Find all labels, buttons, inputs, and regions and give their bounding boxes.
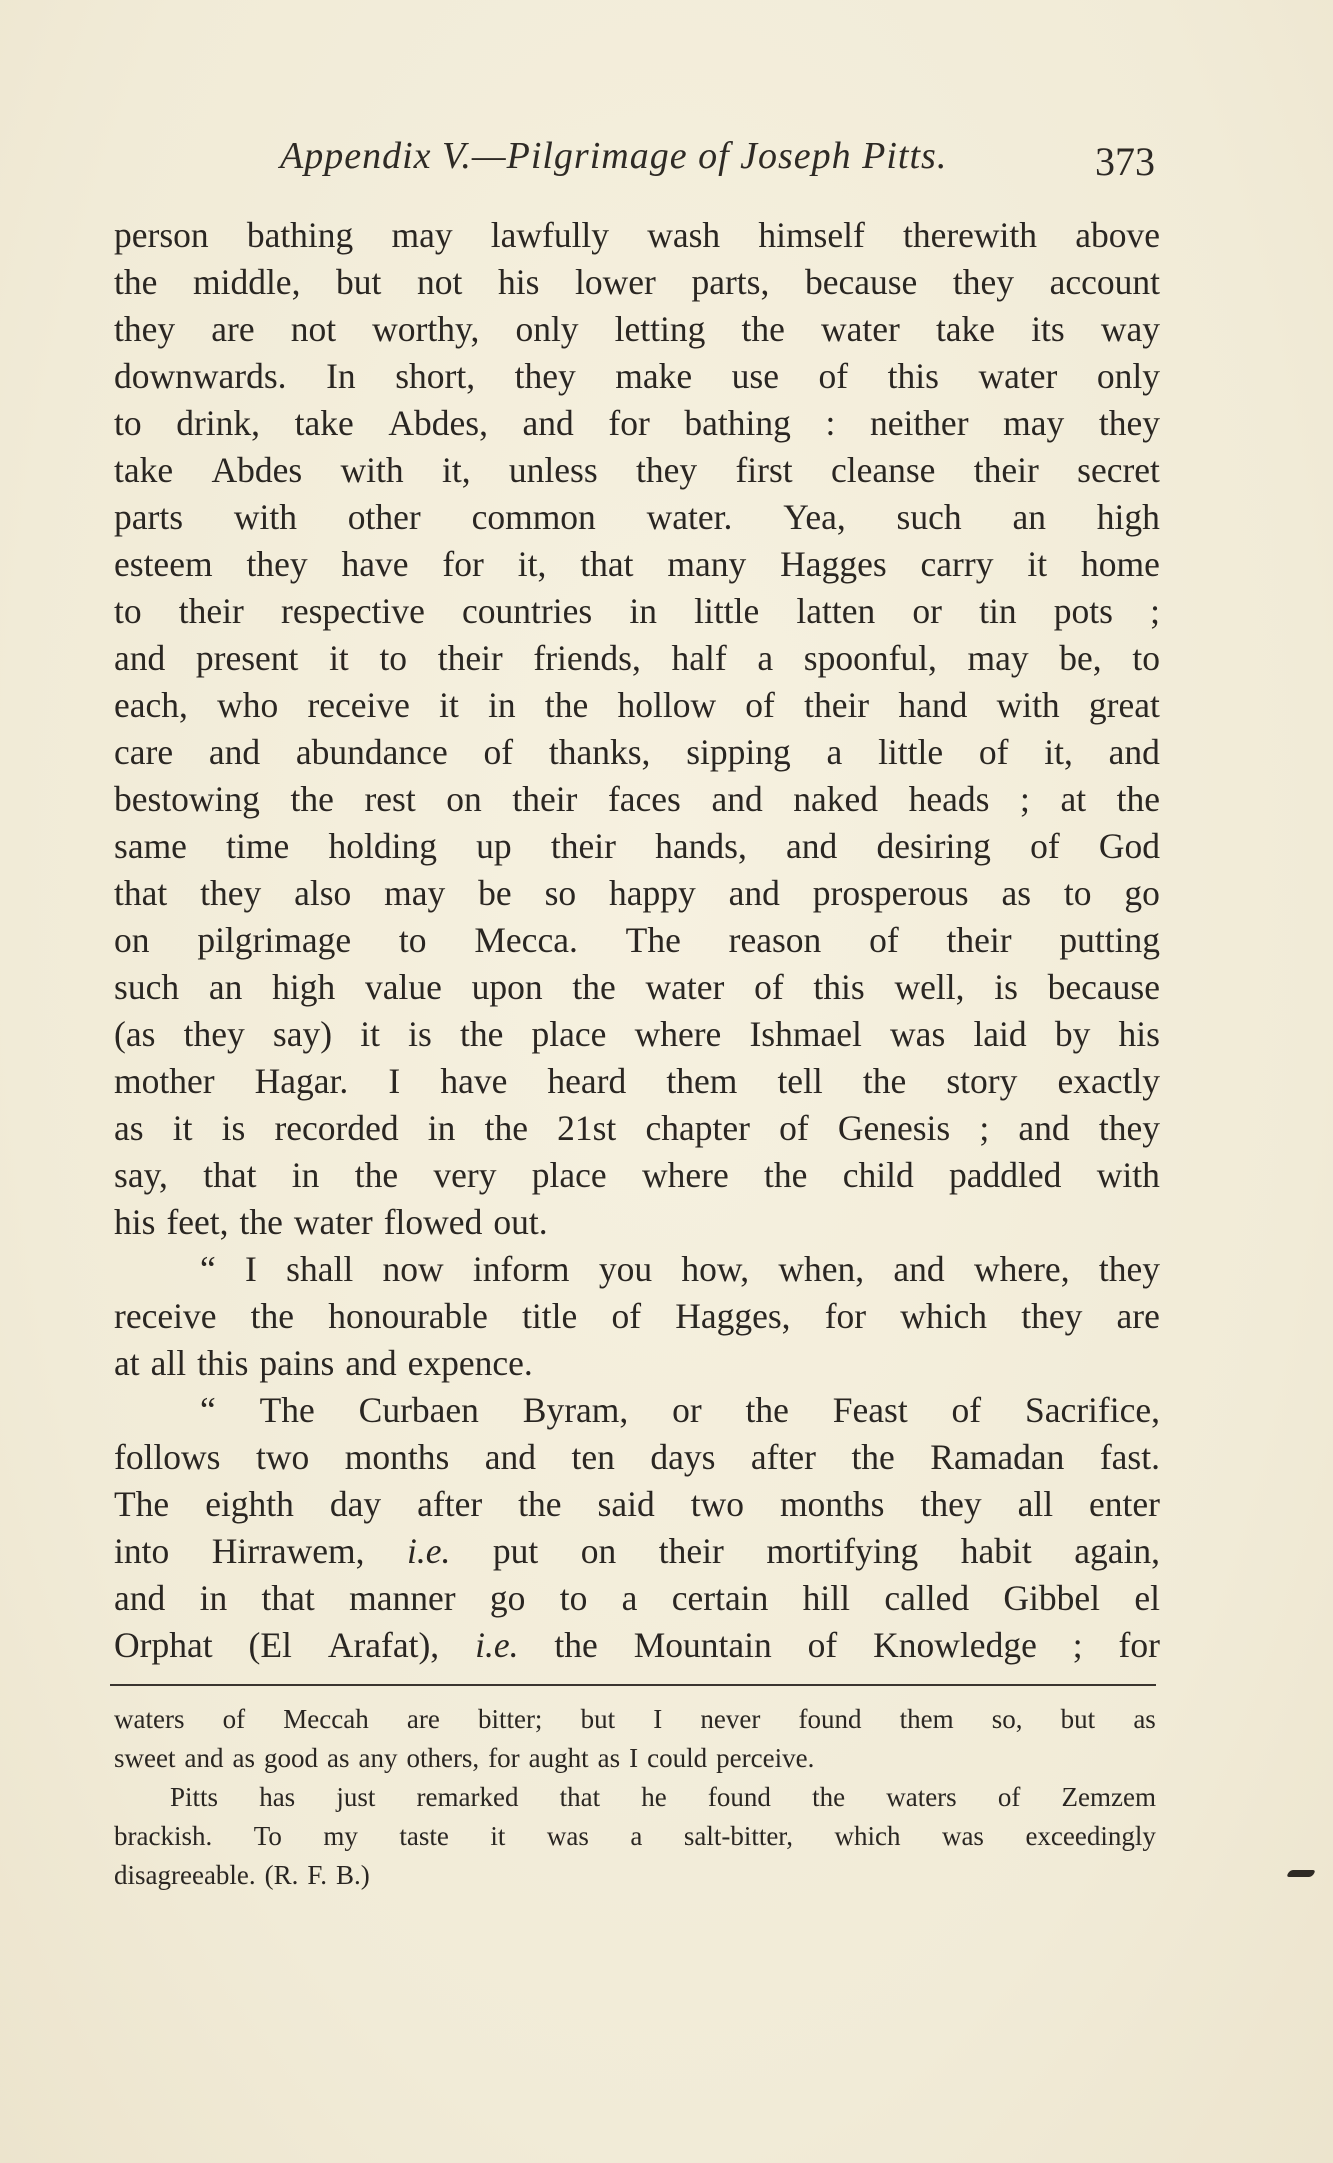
text-line: they are not worthy, only letting the water take its way	[114, 309, 1160, 349]
footnote-line: disagreeable. (R. F. B.)	[114, 1860, 370, 1890]
text-line: “ I shall now inform you how, when, and where, they	[200, 1249, 1160, 1289]
text-line: take Abdes with it, unless they first cleanse their secret	[114, 450, 1160, 490]
text-line: to drink, take Abdes, and for bathing : neither may they	[114, 403, 1160, 443]
footnote-line: Pitts has just remarked that he found the waters of Zemzem	[170, 1782, 1156, 1812]
text-line: into Hirrawem, i.e. put on their mortifying habit again,	[114, 1531, 1160, 1571]
text-line: (as they say) it is the place where Ishmael was laid by his	[114, 1014, 1160, 1054]
footnote-divider	[110, 1684, 1156, 1686]
text-line: care and abundance of thanks, sipping a little of it, and	[114, 732, 1160, 772]
text-line: receive the honourable title of Hagges, for which they are	[114, 1296, 1160, 1336]
text-line: say, that in the very place where the child paddled with	[114, 1155, 1160, 1195]
text-line: “ The Curbaen Byram, or the Feast of Sacrifice,	[200, 1390, 1160, 1430]
text-line: Orphat (El Arafat), i.e. the Mountain of Knowledge ; for	[114, 1625, 1160, 1665]
footnote-line: brackish. To my taste it was a salt-bitter, which was exceedingly	[114, 1821, 1156, 1851]
text-line: The eighth day after the said two months they all enter	[114, 1484, 1160, 1524]
text-line: esteem they have for it, that many Hagges carry it home	[114, 544, 1160, 584]
page-header	[0, 128, 1333, 188]
text-line: bestowing the rest on their faces and naked heads ; at the	[114, 779, 1160, 819]
text-line: follows two months and ten days after the Ramadan fast.	[114, 1437, 1160, 1477]
page-number: 373	[1095, 139, 1155, 184]
footnote-line: sweet and as good as any others, for aught as I could perceive.	[114, 1743, 815, 1773]
text-line: each, who receive it in the hollow of their hand with great	[114, 685, 1160, 725]
text-line: at all this pains and expence.	[114, 1343, 533, 1383]
text-line: that they also may be so happy and prosperous as to go	[114, 873, 1160, 913]
text-line: as it is recorded in the 21st chapter of Genesis ; and they	[114, 1108, 1160, 1148]
footnote-line: waters of Meccah are bitter; but I never found them so, but as	[114, 1704, 1156, 1734]
ink-mark	[1286, 1870, 1316, 1877]
body-text	[114, 212, 1160, 1669]
text-line: mother Hagar. I have heard them tell the story exactly	[114, 1061, 1160, 1101]
text-line: his feet, the water flowed out.	[114, 1202, 548, 1242]
text-line: such an high value upon the water of this well, is because	[114, 967, 1160, 1007]
footnotes	[114, 1700, 1156, 1895]
text-line: downwards. In short, they make use of this water only	[114, 356, 1160, 396]
text-line: the middle, but not his lower parts, because they account	[114, 262, 1160, 302]
text-line: person bathing may lawfully wash himself therewith above	[114, 215, 1160, 255]
text-line: to their respective countries in little latten or tin pots ;	[114, 591, 1160, 631]
text-line: parts with other common water. Yea, such an high	[114, 497, 1160, 537]
running-head: Appendix V.—Pilgrimage of Joseph Pitts.	[280, 135, 948, 177]
text-line: on pilgrimage to Mecca. The reason of their putting	[114, 920, 1160, 960]
text-line: and in that manner go to a certain hill called Gibbel el	[114, 1578, 1160, 1618]
text-line: and present it to their friends, half a spoonful, may be, to	[114, 638, 1160, 678]
text-line: same time holding up their hands, and desiring of God	[114, 826, 1160, 866]
